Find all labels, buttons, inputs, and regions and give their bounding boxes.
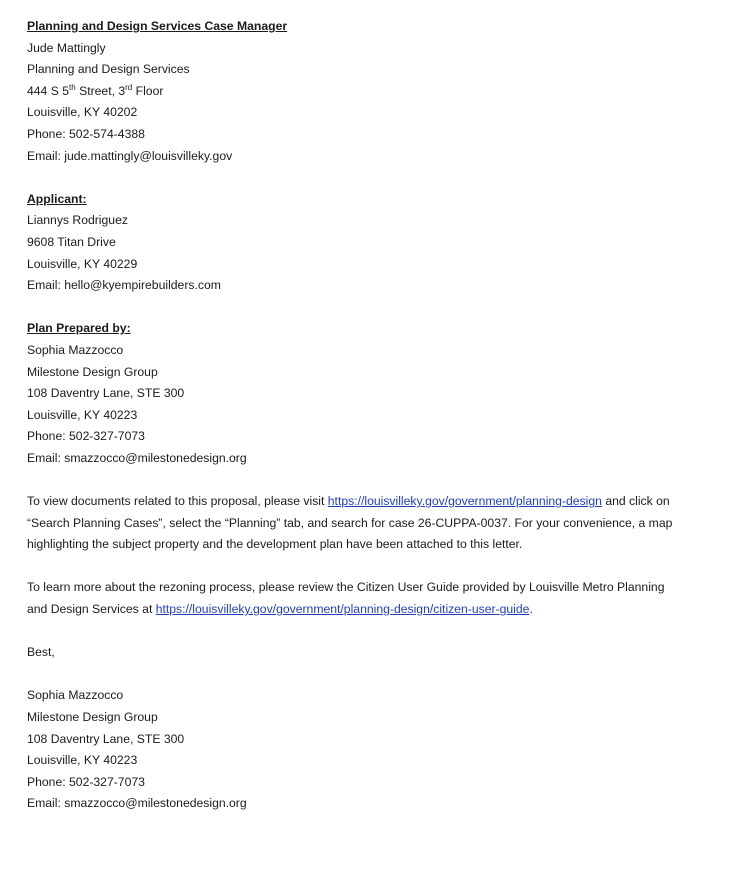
documents-paragraph: [27, 491, 677, 556]
preparer-name: Sophia Mazzocco: [27, 342, 124, 357]
spacer: [27, 297, 717, 319]
preparer-phone: Phone: 502-327-7073: [27, 429, 145, 444]
case-manager-org: Planning and Design Services: [27, 62, 190, 77]
case-manager-phone: Phone: 502-574-4388: [27, 126, 145, 141]
applicant-email: Email: hello@kyempirebuilders.com: [27, 278, 221, 293]
applicant-heading: Applicant:: [27, 191, 87, 206]
planning-design-link[interactable]: https://louisvilleky.gov/government/planning-design: [327, 494, 602, 509]
signature-address: 108 Daventry Lane, STE 300: [27, 731, 185, 746]
applicant-city: Louisville, KY 40229: [27, 256, 138, 271]
address-part: Floor: [132, 83, 164, 98]
spacer: [27, 556, 717, 578]
preparer-heading: Plan Prepared by:: [27, 321, 131, 336]
spacer: [27, 664, 717, 686]
closing-salutation: Best,: [27, 645, 55, 660]
preparer-address: 108 Daventry Lane, STE 300: [27, 386, 185, 401]
applicant-block: [27, 189, 717, 297]
spacer: [27, 167, 717, 189]
citizen-user-guide-link[interactable]: https://louisvilleky.gov/government/planning-design/citizen-user-guide: [155, 602, 530, 617]
applicant-address: 9608 Titan Drive: [27, 234, 116, 249]
preparer-email: Email: smazzocco@milestonedesign.org: [27, 450, 247, 465]
preparer-block: [27, 318, 717, 469]
paragraph-text: To learn more about the rezoning process, please review the Citizen User Guide provided by Louisville Metro Planning and Design Services at: [27, 580, 665, 617]
paragraph-text: .: [529, 602, 533, 617]
case-manager-address: [27, 81, 717, 103]
applicant-name: Liannys Rodriguez: [27, 213, 128, 228]
address-part: Street, 3: [75, 83, 126, 98]
guide-paragraph: [27, 577, 677, 620]
case-manager-city: Louisville, KY 40202: [27, 105, 138, 120]
signature-email: Email: smazzocco@milestonedesign.org: [27, 796, 247, 811]
signature-org: Milestone Design Group: [27, 710, 158, 724]
preparer-org: Milestone Design Group: [27, 364, 158, 379]
signature-name: Sophia Mazzocco: [27, 688, 124, 703]
address-superscript: rd: [125, 82, 133, 92]
signature-phone: Phone: 502-327-7073: [27, 774, 145, 789]
paragraph-text: and click on “Search Planning Cases”, select the “Planning” tab, and search for case 26-CUPPA-0037. For your convenience, a map highlighting the subject property and the development plan have been attached to this letter.: [27, 494, 673, 552]
case-manager-heading: Planning and Design Services Case Manager: [27, 19, 288, 33]
preparer-city: Louisville, KY 40223: [27, 407, 138, 422]
address-part: 444 S 5: [27, 83, 70, 98]
spacer: [27, 469, 717, 491]
case-manager-block: [27, 16, 717, 167]
case-manager-name: Jude Mattingly: [27, 40, 106, 55]
address-superscript: th: [69, 82, 76, 92]
signature-block: [27, 685, 717, 815]
case-manager-email: Email: jude.mattingly@louisvilleky.gov: [27, 148, 233, 163]
signature-city: Louisville, KY 40223: [27, 753, 138, 768]
spacer: [27, 621, 717, 643]
letter-page: [27, 16, 717, 815]
paragraph-text: To view documents related to this proposal, please visit: [27, 494, 328, 509]
